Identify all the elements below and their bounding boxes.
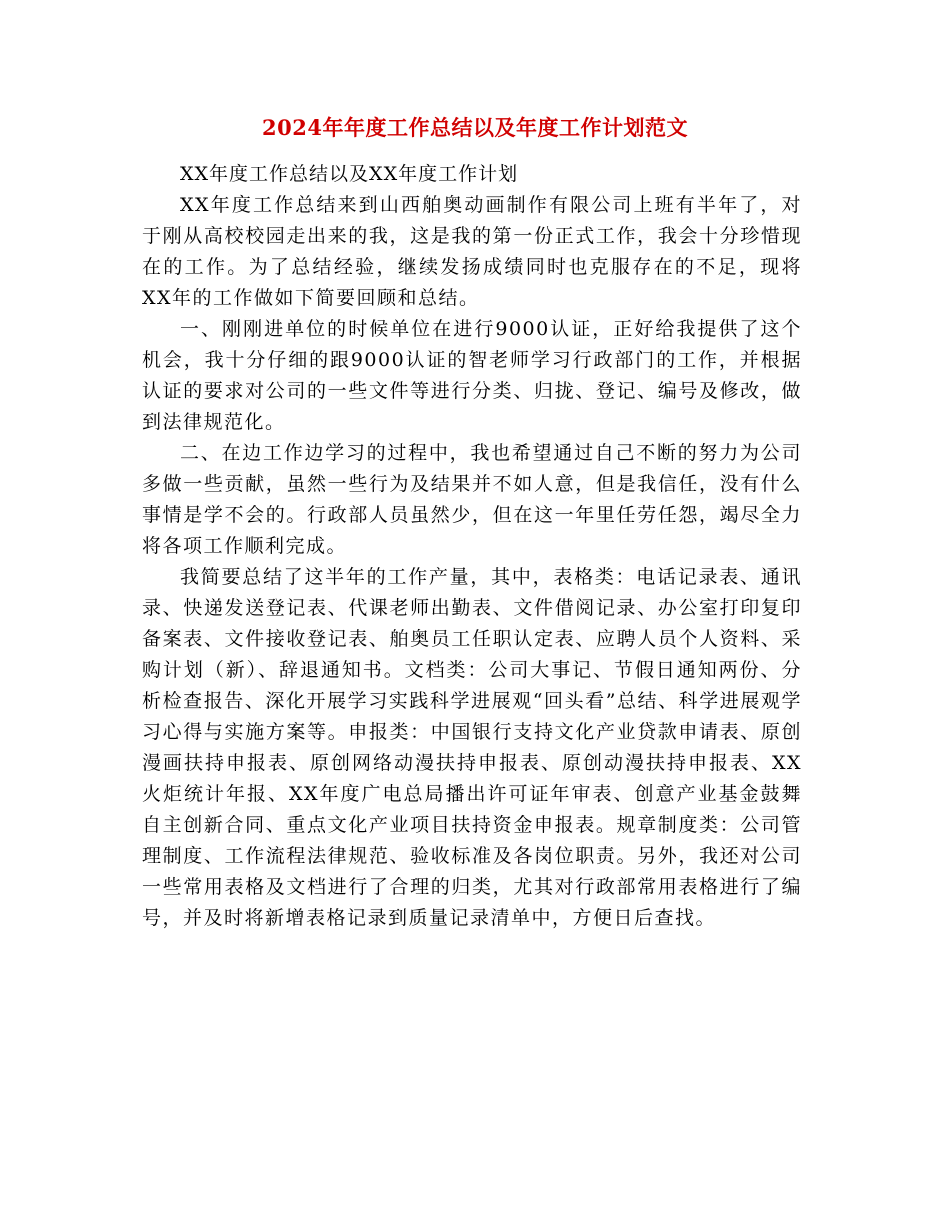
- paragraph-section-2: 二、在边工作边学习的过程中，我也希望通过自己不断的努力为公司多做一些贡献，虽然一些行为及结果并不如人意，但是我信任，没有什么事情是学不会的。行政部人员虽然少，但在这一年里任劳任怨，竭尽全力将各项工作顺利完成。: [142, 442, 802, 557]
- document-body: [142, 159, 802, 934]
- paragraph-work-output: 我简要总结了这半年的工作产量，其中，表格类：电话记录表、通讯录、快递发送登记表、代课老师出勤表、文件借阅记录、办公室打印复印备案表、文件接收登记表、舶奥员工任职认定表、应聘人员个人资料、采购计划（新）、辞退通知书。文档类：公司大事记、节假日通知两份、分析检查报告、深化开展学习实践科学进展观“回头看”总结、科学进展观学习心得与实施方案等。申报类：中国银行支持文化产业贷款申请表、原创漫画扶持申报表、原创网络动漫扶持申报表、原创动漫扶持申报表、XX火炬统计年报、XX年度广电总局播出许可证年审表、创意产业基金鼓舞自主创新合同、重点文化产业项目扶持资金申报表。规章制度类：公司管理制度、工作流程法律规范、验收标准及各岗位职责。另外，我还对公司一些常用表格及文档进行了合理的归类，尤其对行政部常用表格进行了编号，并及时将新增表格记录到质量记录清单中，方便日后查找。: [142, 566, 802, 929]
- paragraph-section-1: 一、刚刚进单位的时候单位在进行9000认证，正好给我提供了这个机会，我十分仔细的跟9000认证的智老师学习行政部门的工作，并根据认证的要求对公司的一些文件等进行分类、归拢、登记、编号及修改，做到法律规范化。: [142, 318, 802, 433]
- document-title: 2024年年度工作总结以及年度工作计划范文: [262, 115, 688, 140]
- document-subtitle: XX年度工作总结以及XX年度工作计划: [180, 163, 519, 185]
- paragraph-intro: XX年度工作总结来到山西舶奥动画制作有限公司上班有半年了，对于刚从高校校园走出来的我，这是我的第一份正式工作，我会十分珍惜现在的工作。为了总结经验，继续发扬成绩同时也克服存在的不足，现将XX年的工作做如下简要回顾和总结。: [142, 194, 802, 309]
